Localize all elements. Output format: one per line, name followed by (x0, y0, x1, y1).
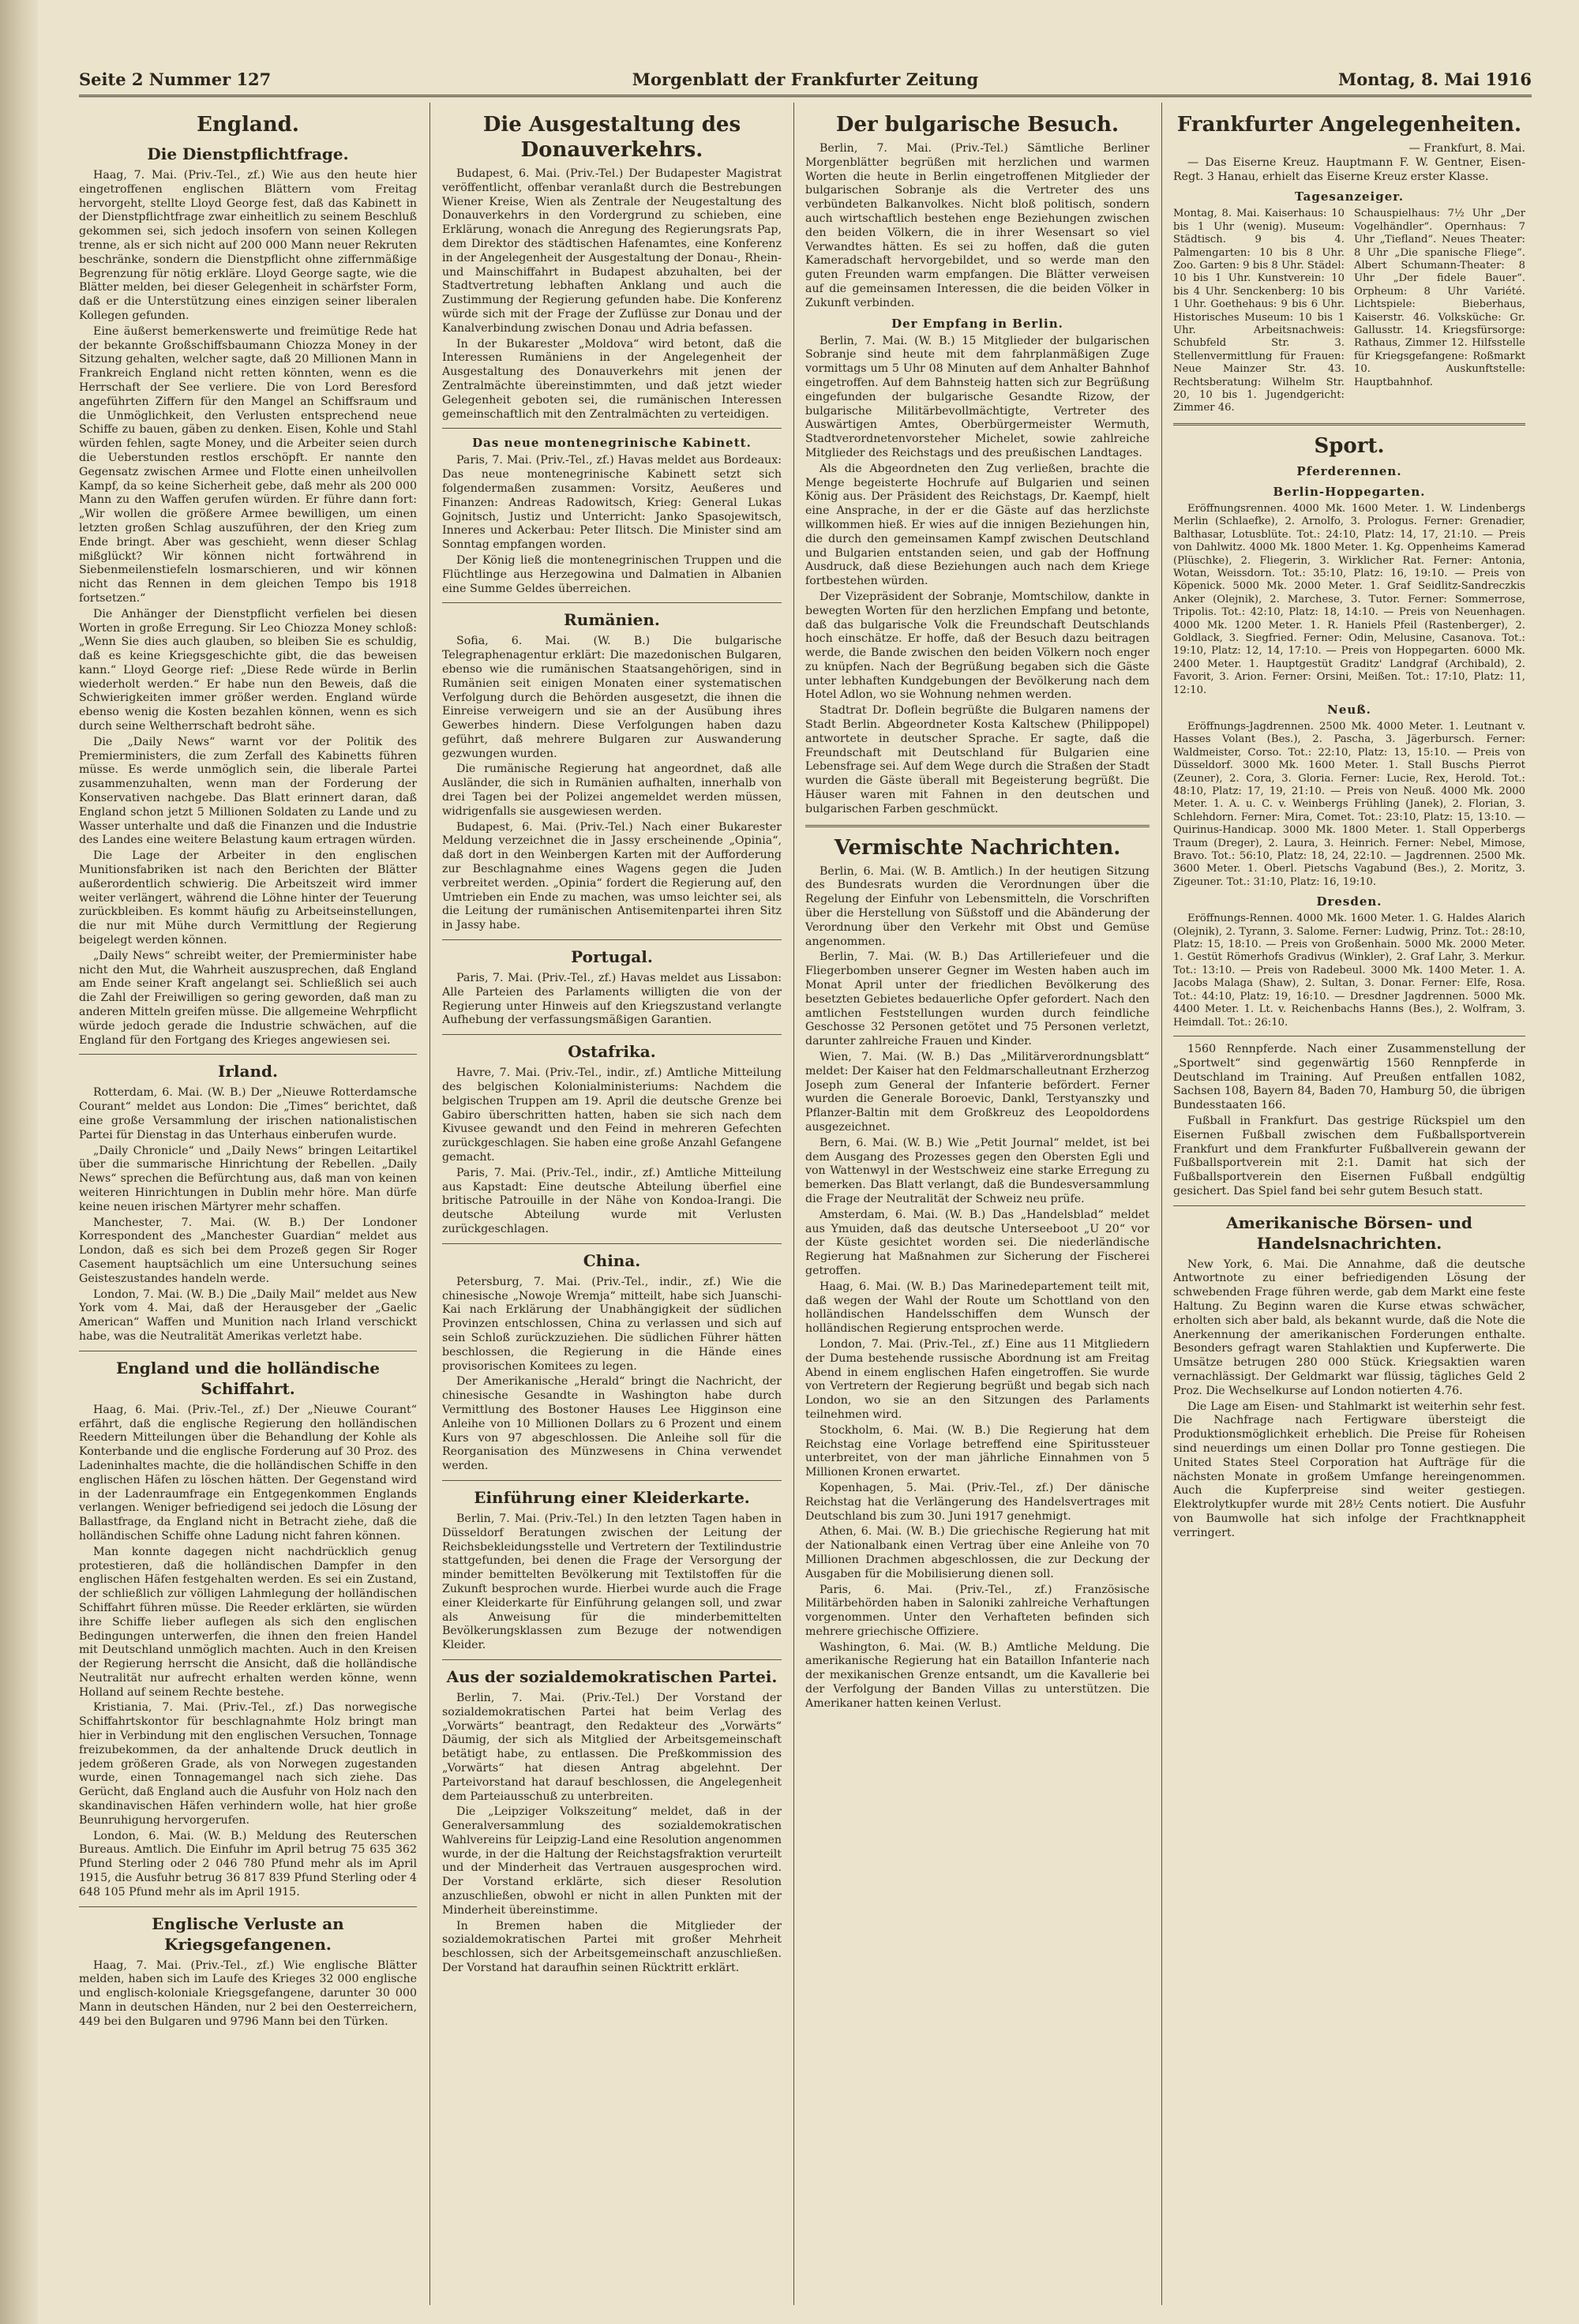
issue-date: Montag, 8. Mai 1916 (1338, 69, 1532, 89)
separator (442, 1659, 782, 1660)
article-paragraph: Paris, 6. Mai. (Priv.-Tel., zf.) Französische Militärbehörden haben in Saloniki zahlreiche Verhaftungen vorgenommen. Unter den Verhafteten befinden sich mehrere griechische Offiziere. (805, 1583, 1150, 1638)
article-heading: Einführung einer Kleiderkarte. (474, 1487, 750, 1507)
tagesanzeiger-listing (1173, 208, 1525, 415)
column-4 (1173, 104, 1525, 2322)
article-heading: Irland. (218, 1062, 278, 1081)
article-heading: Die Dienstpflichtfrage. (147, 144, 349, 163)
separator (442, 602, 782, 603)
article-heading: Rumänien. (564, 610, 660, 630)
article-paragraph: Paris, 7. Mai. (Priv.-Tel., zf.) Havas meldet aus Bordeaux: Das neue montenegrinische Kabinett setzt sich folgendermaßen zusammen: Vorsitz, Aeußeres und Finanzen: Andreas Radowitsch, Krieg: General Lukas Gojnitsch, Justiz und Unterricht: Janko Spasojewitsch, Inneres und Ackerbau: Peter Ilitsch. Die Minister sind am Sonntag empfangen worden. (442, 454, 782, 552)
article-paragraph: New York, 6. Mai. Die Annahme, daß die deutsche Antwortnote zu einer befriedigenden Lösung der schwebenden Frage führen werde, gab dem Markt eine feste Haltung. Zu Beginn waren die Kurse etwas schwächer, erholten sich aber bald, als bekannt wurde, daß die Note die Anerkennung der amerikanischen Forderungen enthalte. Besonders gefragt waren Stahlaktien und Kupferwerte. Die Umsätze betrugen 280 000 Stück. Kriegsaktien waren vernachlässigt. Der Geldmarkt war flüssig, tägliches Geld 2 Proz. Die Wechselkurse auf London notierten 4.76. (1173, 1258, 1525, 1397)
article-paragraph: Budapest, 6. Mai. (Priv.-Tel.) Nach einer Bukarester Meldung verzeichnet die in Jassy erscheinende „Opinia“, daß dort in den Weinbergen Karten mit der Aufforderung zur Beschlagnahme eines Wagens gegen die Juden verbreitet werden. „Opinia“ fordert die Regierung auf, den Umtrieben ein Ende zu machen, was umso leichter sei, als die Leitung der rumänischen Antisemitenpartei ihren Sitz in Jassy habe. (442, 820, 782, 932)
article-paragraph: Die „Daily News“ warnt vor der Politik des Premierministers, die zum Zerfall des Kabinetts führen müsse. Es werde unmöglich sein, die liberale Partei zusammenzuhalten, wenn man der Forderung der Konservativen nachgebe. Das Blatt erinnert daran, daß England schon jetzt 5 Millionen Soldaten zu Lande und zu Wasser unterhalte und daß die Finanzen und die Industrie des Landes eine weitere Belastung kaum ertragen würden. (79, 735, 417, 847)
section-heading-frankfurt: Frankfurter Angelegenheiten. (1176, 113, 1522, 137)
separator (805, 825, 1150, 827)
article-paragraph: Der Amerikanische „Herald“ bringt die Nachricht, der chinesische Gesandte in Washington habe durch Vermittlung des Bostoner Hauses Lee Higginson eine Anleihe von 10 Millionen Dollars zu 6 Prozent und einem Kurs von 97 abgeschlossen. Die Anleihe soll für die Reorganisation des Münzwesens in China verwendet werden. (442, 1375, 782, 1473)
column-rule (1161, 103, 1162, 2305)
article-heading: China. (583, 1250, 641, 1270)
article-paragraph: „Daily Chronicle“ und „Daily News“ bringen Leitartikel über die summarische Hinrichtung der Rebellen. „Daily News“ sprechen die Befürchtung aus, daß man von keinen weiteren Hinrichtungen in Dublin mehr höre. Man dürfe keine neuen irischen Märtyrer mehr schaffen. (79, 1144, 417, 1213)
separator (79, 1054, 417, 1055)
section-heading-donau: Die Ausgestaltung des Donauverkehrs. (482, 113, 741, 162)
article-subheading: Der Empfang in Berlin. (891, 316, 1063, 331)
article-heading: Aus der sozialdemokratischen Partei. (446, 1666, 778, 1686)
article-paragraph: Athen, 6. Mai. (W. B.) Die griechische Regierung hat mit der Nationalbank einen Vertrag über eine Anleihe von 70 Millionen Drachmen abgeschlossen, die zur Deckung der Ausgaben für die Mobilisierung dienen soll. (805, 1525, 1150, 1580)
article-subheading: Pferderennen. (1296, 463, 1402, 478)
article-subheading: Berlin-Hoppegarten. (1273, 484, 1426, 499)
section-heading-england: England. (197, 113, 299, 137)
article-paragraph: Der Vizepräsident der Sobranje, Momtschilow, dankte in bewegten Worten für den herzlichen Empfang und betonte, daß das bulgarische Volk die Freundschaft Deutschlands hoch einschätze. Er hoffe, daß der Besuch dazu beitragen werde, die Bande zwischen den beiden Völkern noch enger zu knüpfen. Nach der Begrüßung begaben sich die Gäste unter lebhaften Kundgebungen der Bevölkerung nach dem Hotel Adlon, wo sie Wohnung nehmen werden. (805, 590, 1150, 702)
article-paragraph: Berlin, 7. Mai. (Priv.-Tel.) Sämtliche Berliner Morgenblätter begrüßen mit herzlichen und warmen Worten die heute in Berlin eingetroffenen Mitglieder der bulgarischen Sobranje als die Vertreter des uns verbündeten Balkanvolkes. Nicht bloß politisch, sondern auch wirtschaftlich bestehen enge Beziehungen zwischen den beiden Völkern, die in ihrer Wesensart so viel Verwandtes hätten. Es sei zu hoffen, daß die guten Kameradschaft hervorgebildet, und so werde man den guten Freunden warm empfangen. Die Blätter verweisen auf die gemeinsamen Interessen, die die beiden Völker in Zukunft verbinden. (805, 142, 1150, 309)
article-paragraph: Rotterdam, 6. Mai. (W. B.) Der „Nieuwe Rotterdamsche Courant“ meldet aus London: Die „Times“ berichtet, daß eine große Versammlung der irischen nationalistischen Partei für Dienstag in das Unterhaus einberufen wurde. (79, 1086, 417, 1141)
article-paragraph: Paris, 7. Mai. (Priv.-Tel., zf.) Havas meldet aus Lissabon: Alle Parteien des Parlaments willigten die von der Regierung unter Hinweis auf den Kriegszustand verlangte Aufhebung der verfassungsmäßigen Garantien. (442, 972, 782, 1027)
masthead (79, 63, 1532, 97)
section-heading-bulgar: Der bulgarische Besuch. (835, 113, 1120, 137)
article-paragraph: Berlin, 6. Mai. (W. B. Amtlich.) In der heutigen Sitzung des Bundesrats wurden die Verordnungen über die Regelung der Einfuhr von Lebensmitteln, die Vorschriften über die Herstellung von Süßstoff und die Abänderung der Verordnung über den Verkehr mit Obst und Gemüse angenommen. (805, 864, 1150, 948)
article-paragraph: Budapest, 6. Mai. (Priv.-Tel.) Der Budapester Magistrat veröffentlicht, offenbar veranlaßt durch die Bestrebungen Wiener Kreise, Wien als Zentrale der Neugestaltung des Donauverkehrs in den Vordergrund zu schieben, eine Erklärung, wonach die Anregung des Regierungsrats Pap, dem Direktor des städtischen Hafenamtes, eine Konferenz in der Angelegenheit der Ausgestaltung der Donau-, Rhein- und Mainschiffahrt in Budapest abzuhalten, bei der Stadtvertretung lebhaften Anklang und auch die Zustimmung der Regierung gefunden habe. Die Konferenz würde sich mit der Frage der Zuflüsse zur Donau und der Kanalverbindung zwischen Donau und Adria befassen. (442, 167, 782, 335)
article-paragraph: Die Lage am Eisen- und Stahlmarkt ist weiterhin sehr fest. Die Nachfrage nach Fertigware übersteigt die Produktionsmöglichkeit erheblich. Die Preise für Roheisen sind neuerdings um einen Dollar pro Tonne gestiegen. Die United States Steel Corporation hat Aufträge für die nächsten Monate in großem Umfange hereingenommen. Auch die Kupferpreise sind weiter gestiegen. Elektrolytkupfer wurde mit 28½ Cents notiert. Die Ausfuhr von Baumwolle hat sich infolge der Frachtknappheit verringert. (1173, 1400, 1525, 1539)
separator (442, 939, 782, 940)
article-heading: Amerikanische Börsen- und Handelsnachrichten. (1226, 1213, 1472, 1253)
article-paragraph: Der König ließ die montenegrinischen Truppen und die Flüchtlinge aus Herzegowina und Dalmatien in Albanien eine Summe Geldes überreichen. (442, 553, 782, 595)
section-heading-sport: Sport. (1314, 433, 1385, 458)
article-heading: Portugal. (571, 947, 653, 967)
article-paragraph: Berlin, 7. Mai. (Priv.-Tel.) In den letzten Tagen haben in Düsseldorf Beratungen zwischen der Leitung der Reichsbekleidungsstelle und Vertretern der Textilindustrie stattgefunden, bei denen die Frage der Versorgung der minder bemittelten Bevölkerung mit Textilstoffen für die Zukunft besprochen wurde. Hierbei wurde auch die Frage einer Kleiderkarte für Einführung gelangen soll, und zwar als Anweisung für die minderbemittelten Bevölkerungsklassen zum Bezuge der notwendigen Kleider. (442, 1512, 782, 1652)
article-paragraph: Fußball in Frankfurt. Das gestrige Rückspiel um den Eisernen Fußball zwischen dem Fußballsportverein Frankfurt und dem Frankfurter Fußballverein gewann der Fußballsportverein mit 2:1. Damit hat sich der Fußballsportverein den Eisernen Fußball endgültig gesichert. Das Spiel fand bei sehr gutem Besuch statt. (1173, 1114, 1525, 1198)
article-subheading: Dresden. (1316, 894, 1382, 909)
column-2 (442, 104, 782, 2322)
article-paragraph: Haag, 7. Mai. (Priv.-Tel., zf.) Wie aus den heute hier eingetroffenen englischen Blättern vom Freitag hervorgeht, stellte Lloyd George fest, daß das Kabinett in der Dienstpflichtfrage zwar einheitlich zu seinem Beschluß gekommen sei, sich jedoch insofern von seinen Kollegen trenne, als er sich nicht auf 200 000 Mann neuer Rekruten beschränke, sondern die Dienstpflicht ohne ziffernmäßige Begrenzung für nötig erkläre. Lloyd George sagte, wie die Blätter melden, bei dieser Gelegenheit in schärfster Form, daß er die Unterstützung eines einzigen seiner liberalen Kollegen gefunden. (79, 169, 417, 322)
article-paragraph: Haag, 6. Mai. (W. B.) Das Marinedepartement teilt mit, daß wegen der Wahl der Route um Schottland von den holländischen Handelsschiffen dem Wunsch der holländischen Regierung entsprochen werde. (805, 1280, 1150, 1336)
article-paragraph: „Daily News“ schreibt weiter, der Premierminister habe nicht den Mut, die Wahrheit auszusprechen, daß England am Ende seiner Kraft angelangt sei. Schließlich sei auch die Zahl der Freiwilligen so gering geworden, daß man zu anderen Mitteln greifen müsse. Die allgemeine Wehrpflicht würde jedoch gerade die Industrie schwächen, auf die England für den Fortgang des Krieges angewiesen sei. (79, 949, 417, 1047)
article-heading: Das neue montenegrinische Kabinett. (472, 436, 752, 451)
article-paragraph: Die „Leipziger Volkszeitung“ meldet, daß in der Generalversammlung des sozialdemokratischen Wahlvereins für Leipzig-Land eine Resolution angenommen wurde, in der die Haltung der Reichstagsfraktion verurteilt und der Minderheit das Vertrauen ausgesprochen wird. Der Vorstand erklärte, sich dieser Resolution anzuschließen, obwohl er nicht in allen Punkten mit der Minderheit übereinstimme. (442, 1805, 782, 1917)
listing-left: Montag, 8. Mai. Kaiserhaus: 10 bis 1 Uhr (wenig). Museum: Städtisch. 9 bis 4. Palmengarten: 10 bis 8 Uhr. Zoo. Garten: 9 bis 8 Uhr. Städel: 10 bis 1 Uhr. Kunstverein: 10 bis 4 Uhr. Senckenberg: 10 bis 1 Uhr. Goethehaus: 9 bis 6 Uhr. Historisches Museum: 10 bis 1 Uhr. Arbeitsnachweis: Schubfeld Str. 3. Stellenvermittlung für Frauen: Neue Mainzer Str. 43. Rechtsberatung: Wilhelm Str. 20, 10 bis 1. Jugendgericht: Zimmer 46. (1173, 208, 1345, 414)
article-paragraph: Die Lage der Arbeiter in den englischen Munitionsfabriken ist nach den Berichten der Blätter außerordentlich schwierig. Die Arbeitszeit wird immer weiter verlängert, während die Löhne hinter der Teuerung zurückbleiben. Es kommt häufig zu Arbeitseinstellungen, die nur mit Mühe durch Vermittlung der Regierung beigelegt werden können. (79, 849, 417, 947)
article-paragraph: Berlin, 7. Mai. (Priv.-Tel.) Der Vorstand der sozialdemokratischen Partei hat beim Verlag des „Vorwärts“ beantragt, den Redakteur des „Vorwärts“ Däumig, der sich als Mitglied der Arbeitsgemeinschaft betätigt habe, zu entlassen. Die Preßkommission des „Vorwärts“ hat diesen Antrag abgelehnt. Der Parteivorstand hat darauf beschlossen, die Angelegenheit dem Parteiausschuß zu unterbreiten. (442, 1691, 782, 1803)
article-paragraph: Als die Abgeordneten den Zug verließen, brachte die Menge begeisterte Hochrufe auf Bulgarien und seinen König aus. Der Präsident des Reichstags, Dr. Kaempf, hielt eine Ansprache, in der er die Gäste auf das herzlichste willkommen hieß. Er wies auf die innigen Beziehungen hin, die durch den gemeinsamen Kampf zwischen Deutschland und Bulgarien entstanden seien, und gab der Hoffnung Ausdruck, daß diese Beziehungen auch nach dem Kriege fortbestehen würden. (805, 462, 1150, 588)
article-paragraph: Petersburg, 7. Mai. (Priv.-Tel., indir., zf.) Wie die chinesische „Nowoje Wremja“ mitteilt, habe sich Juanschi-Kai nach Erklärung der Unabhängigkeit der südlichen Provinzen entschlossen, China zu verlassen und sich auf sein Schloß zurückzuziehen. Die südlichen Führer hätten beschlossen, die Regierung in die Hände eines provisorischen Komitees zu legen. (442, 1275, 782, 1373)
article-paragraph: Die rumänische Regierung hat angeordnet, daß alle Ausländer, die sich in Rumänien aufhalten, innerhalb von drei Tagen bei der Polizei angemeldet werden müssen, widrigenfalls sie ausgewiesen werden. (442, 763, 782, 818)
article-paragraph: In Bremen haben die Mitglieder der sozialdemokratischen Partei mit großer Mehrheit beschlossen, sich der Arbeitsgemeinschaft anzuschließen. Der Vorstand hat daraufhin seinen Rücktritt erklärt. (442, 1919, 782, 1975)
article-paragraph: Berlin, 7. Mai. (W. B.) Das Artilleriefeuer und die Fliegerbomben unserer Gegner im Westen haben auch im Monat April unter der friedlichen Bevölkerung des besetzten Gebietes bedauerliche Opfer gefordert. Nach den amtlichen Feststellungen wurden durch feindliche Geschosse 32 Personen getötet und 75 Personen verletzt, darunter zahlreiche Frauen und Kinder. (805, 950, 1150, 1048)
page-number: Seite 2 Nummer 127 (79, 69, 272, 89)
article-paragraph: Eröffnungs-Rennen. 4000 Mk. 1600 Meter. 1. G. Haldes Alarich (Olejnik), 2. Tyrann, 3. Salome. Ferner: Ludwig, Prinz. Tot.: 28:10, Platz: 15, 18:10. — Preis von Großenhain. 5000 Mk. 2000 Meter. 1. Gestüt Römerhofs Gradivus (Winkler), 2. Graf Lahr, 3. Merkur. Tot.: 13:10. — Preis von Radebeul. 3000 Mk. 1400 Meter. 1. A. Jacobs Malaga (Shaw), 2. Sultan, 3. Donar. Ferner: Elfe, Rosa. Tot.: 44:10, Platz: 19, 16:10. — Dresdner Jagdrennen. 5000 Mk. 4400 Meter. 1. Lt. v. Reichenbachs Hanns (Bes.), 2. Wolfram, 3. Heimdall. Tot.: 26:10. (1173, 913, 1525, 1029)
article-paragraph: 1560 Rennpferde. Nach einer Zusammenstellung der „Sportwelt“ sind gegenwärtig 1560 Rennpferde in Deutschland im Training. Auf Preußen entfallen 1082, Sachsen 108, Bayern 84, Baden 70, Hamburg 50, die übrigen Bundesstaaten 166. (1173, 1042, 1525, 1112)
article-paragraph: In der Bukarester „Moldova“ wird betont, daß die Interessen Rumäniens in der Angelegenheit der Ausgestaltung des Donauverkehrs mit jenen der Zentralmächte übereinstimmten, und daß jetzt wieder Gelegenheit geboten sei, die rumänischen Interessen gemeinschaftlich mit den Zentralmächten zu verteidigen. (442, 337, 782, 421)
article-paragraph: Eröffnungs-Jagdrennen. 2500 Mk. 4000 Meter. 1. Leutnant v. Hasses Volant (Bes.), 2. Pascha, 3. Jägerbursch. Ferner: Waldmeister, Corso. Tot.: 22:10, Platz: 13, 15:10. — Preis von Düsseldorf. 3000 Mk. 1600 Meter. 1. Stall Buschs Pierrot (Zeuner), 2. Cora, 3. Gloria. Ferner: Lucie, Rex, Herold. Tot.: 48:10, Platz: 17, 19, 21:10. — Preis von Neuß. 4000 Mk. 2000 Meter. 1. A. u. C. v. Weinbergs Frühling (Janek), 2. Florian, 3. Schlehdorn. Ferner: Mira, Comet. Tot.: 23:10, Platz: 15, 13:10. — Quirinus-Handicap. 3000 Mk. 1800 Meter. 1. Stall Opperbergs Traum (Dreger), 2. Laura, 3. Heinrich. Ferner: Nebel, Mimose, Bravo. Tot.: 56:10, Platz: 18, 24, 22:10. — Jagdrennen. 2500 Mk. 3600 Meter. 1. Oberl. Pietschs Vagabund (Bes.), 2. Moritz, 3. Zigeuner. Tot.: 31:10, Platz: 16, 19:10. (1173, 720, 1525, 888)
article-heading: England und die holländische Schiffahrt. (116, 1358, 380, 1398)
article-paragraph: Sofia, 6. Mai. (W. B.) Die bulgarische Telegraphenagentur erklärt: Die mazedonischen Bulgaren, ebenso wie die rumänischen Staatsangehörigen, sind in Rumänien seit einigen Monaten einer systematischen Verfolgung durch die Behörden ausgesetzt, die ihnen die Einreise verweigern und sie an der Ausübung ihres Gewerbes hindern. Diese Verfolgungen haben dazu geführt, daß mehrere Bulgaren zur Auswanderung gezwungen wurden. (442, 635, 782, 760)
article-paragraph: — Das Eiserne Kreuz. Hauptmann F. W. Gentner, Eisen-Regt. 3 Hanau, erhielt das Eiserne Kreuz erster Klasse. (1173, 156, 1525, 183)
article-paragraph: Die Anhänger der Dienstpflicht verfielen bei diesen Worten in große Erregung. Sir Leo Chiozza Money schloß: „Wenn Sie dies auch glauben, so bleiben Sie es schuldig, daß es keine Kriegsgeschichte gibt, die das beweisen kann.“ Lloyd George rief: „Diese Rede würde in Berlin wiederholt werden.“ Er habe nun den Beweis, daß die Schwierigkeiten immer größer werden. England würde ebenso wenig die Kosten bezahlen können, wenn es sich durch seine Weltherrschaft bedroht sähe. (79, 607, 417, 733)
separator (442, 428, 782, 429)
newspaper-title: Morgenblatt der Frankfurter Zeitung (632, 69, 979, 89)
newspaper-page (38, 0, 1579, 2324)
column-1 (79, 104, 417, 2322)
column-rule (793, 103, 794, 2305)
article-heading: Ostafrika. (568, 1042, 656, 1062)
column-3 (805, 104, 1150, 2322)
separator (442, 1480, 782, 1481)
article-paragraph: Stockholm, 6. Mai. (W. B.) Die Regierung hat dem Reichstag eine Vorlage betreffend eine Spiritussteuer unterbreitet, von der man jährliche Einnahmen von 5 Millionen Kronen erwartet. (805, 1423, 1150, 1479)
article-paragraph: Kristiania, 7. Mai. (Priv.-Tel., zf.) Das norwegische Schiffahrtskontor für beschlagnahmte Holz bringt man hier in Verbindung mit den englischen Versuchen, Tonnage freizubekommen, da der anhaltende Druck deutlich in jedem größeren Grade, als von Norwegen zugestanden wurde, einen Tonnagemangel nach sich ziehe. Das Gerücht, daß England auch die Ausfuhr von Holz nach den skandinavischen Häfen verhindern wolle, hat hier große Beunruhigung hervorgerufen. (79, 1701, 417, 1827)
article-paragraph: Haag, 6. Mai. (Priv.-Tel., zf.) Der „Nieuwe Courant“ erfährt, daß die englische Regierung den holländischen Reedern Mitteilungen über die Behandlung der Kohle als Konterbande und die englische Forderung auf 30 Proz. des Ladeninhaltes machte, die die holländischen Schiffe in den englischen Häfen zu löschen hätten. Der Gegenstand wird in der Ladenraumfrage ein Entgegenkommen Englands verlangen. Weniger befriedigend sei jedoch die Lösung der Ballastfrage, da England nicht in Betracht ziehe, daß die holländischen Schiffe ohne Ladung nicht fahren können. (79, 1403, 417, 1542)
dateline: — Frankfurt, 8. Mai. (1408, 142, 1525, 155)
article-paragraph: Washington, 6. Mai. (W. B.) Amtliche Meldung. Die amerikanische Regierung hat ein Bataillon Infanterie nach der mexikanischen Grenze entsandt, um die Kavallerie bei der Verfolgung der Banden Villas zu unterstützen. Die Amerikaner hatten keinen Verlust. (805, 1640, 1150, 1710)
listing-right: Schauspielhaus: 7½ Uhr „Der Vogelhändler“. Opernhaus: 7 Uhr „Tiefland“. Neues Theater: 8 Uhr „Die spanische Fliege“. Albert Schumann-Theater: 8 Uhr „Der fidele Bauer“. Orpheum: 8 Uhr Variété. Lichtspiele: Bieberhaus, Kaiserstr. 46. Volksküche: Gr. Gallusstr. 14. Kriegsfürsorge: Rathaus, Zimmer 12. Hilfsstelle für Kriegsgefangene: Roßmarkt 10. Auskunftstelle: Hauptbahnhof. (1354, 208, 1525, 388)
column-rule (429, 103, 430, 2305)
article-paragraph: London, 7. Mai. (W. B.) Die „Daily Mail“ meldet aus New York vom 4. Mai, daß der Herausgeber der „Gaelic American“ Waffen und Munition nach Irland verschickt habe, was die Neutralität Amerikas verletzt habe. (79, 1288, 417, 1343)
article-paragraph: Haag, 7. Mai. (Priv.-Tel., zf.) Wie englische Blätter melden, haben sich im Laufe des Krieges 32 000 englische und englisch-koloniale Kriegsgefangene, darunter 30 000 Mann in deutschen Händen, nur 2 bei den Oesterreichern, 449 bei den Bulgaren und 9796 Mann bei den Türken. (79, 1959, 417, 2028)
article-paragraph: Manchester, 7. Mai. (W. B.) Der Londoner Korrespondent des „Manchester Guardian“ meldet aus London, daß es sich bei dem Prozeß gegen Sir Roger Casement hauptsächlich um eine Untersuchung seines Geisteszustandes handeln werde. (79, 1216, 417, 1285)
article-paragraph: Eine äußerst bemerkenswerte und freimütige Rede hat der bekannte Großschiffsbaumann Chiozza Money in der Sitzung gehalten, welcher sagte, daß 20 Millionen Mann in Frankreich England nicht retten könnten, wenn es die Herrschaft der See verliere. Die von Lord Beresford angeführten Ziffern für den Mangel an Schiffsraum und die Unmöglichkeit, den Verlusten entsprechend neue Schiffe zu bauen, gäben zu denken. Eisen, Kohle und Stahl würden fehlen, sagte Money, und die Arbeiter seien durch die Ueberstunden restlos erschöpft. Er nannte den Gegensatz zwischen Armee und Flotte einen unheilvollen Kampf, da so keine Sicherheit gebe, daß mehr als 200 000 Mann zu den Waffen gerufen würden. Er führe dann fort: „Wir wollen die größere Armee bewilligen, um einen letzten großen Schlag auszuführen, der den Krieg zum Ende bringt. Aber was geschieht, wenn dieser Schlag mißglückt? Wir können nicht fortwährend in Siebenmeilenstiefeln losmarschieren, und wir können nicht das Rennen in dem gleichen Tempo bis 1918 fortsetzen.“ (79, 324, 417, 605)
section-heading-vermischt: Vermischte Nachrichten. (834, 835, 1121, 860)
book-binding (0, 0, 38, 2324)
article-paragraph: Eröffnungsrennen. 4000 Mk. 1600 Meter. 1. W. Lindenbergs Merlin (Schlaefke), 2. Arnolfo, 3. Prologus. Ferner: Grenadier, Balthasar, Lotusblüte. Tot.: 24:10, Platz: 14, 17, 21:10. — Preis von Dahlwitz. 4000 Mk. 1800 Meter. 1. Kg. Oppenheims Kamerad (Plüschke), 2. Fliegerin, 3. Wirklicher Rat. Ferner: Antonia, Wotan, Weissdorn. Tot.: 35:10, Platz: 16, 19:10. — Preis von Köpenick. 5000 Mk. 2000 Meter. 1. Graf Seidlitz-Sandreczkis Anker (Olejnik), 2. Marchese, 3. Tutor. Ferner: Sommerrose, Tripolis. Tot.: 42:10, Platz: 18, 14:10. — Preis von Neuenhagen. 4000 Mk. 1200 Meter. 1. R. Haniels Pfeil (Rastenberger), 2. Goldlack, 3. Siegfried. Ferner: Odin, Melusine, Casanova. Tot.: 19:10, Platz: 12, 14, 17:10. — Preis von Hoppegarten. 6000 Mk. 2400 Meter. 1. Hauptgestüt Graditz' Landgraf (Archibald), 2. Favorit, 3. Arion. Ferner: Orsini, Meißen. Tot.: 17:10, Platz: 11, 12:10. (1173, 502, 1525, 696)
separator (1173, 1205, 1525, 1206)
article-paragraph: Amsterdam, 6. Mai. (W. B.) Das „Handelsblad“ meldet aus Ymuiden, daß das deutsche Unterseeboot „U 20“ vor der Küste gesichtet worden sei. Die niederländische Regierung hat Maßnahmen zur Sicherung der Fischerei getroffen. (805, 1208, 1150, 1277)
article-paragraph: Man konnte dagegen nicht nachdrücklich genug protestieren, daß die holländischen Dampfer in den englischen Häfen festgehalten werden. Es sei ein Zustand, der schließlich zur völligen Lahmlegung der holländischen Schiffahrt führen müsse. Die Reeder erklärten, sie würden ihre Schiffe lieber auflegen als sich den englischen Bedingungen unterwerfen, die ihnen den freien Handel mit Deutschland unmöglich machten. Auch in den Kreisen der Regierung herrscht die Ansicht, daß die holländische Neutralität nur aufrecht erhalten werden könne, wenn Holland auf seinem Rechte bestehe. (79, 1545, 417, 1699)
separator (442, 1243, 782, 1244)
article-paragraph: Paris, 7. Mai. (Priv.-Tel., indir., zf.) Amtliche Mitteilung aus Kapstadt: Eine deutsche Abteilung überfiel eine britische Patrouille in der Nähe von Kondoa-Irangi. Die deutsche Abteilung wurde mit Verlusten zurückgeschlagen. (442, 1166, 782, 1235)
article-paragraph: Wien, 7. Mai. (W. B.) Das „Militärverordnungsblatt“ meldet: Der Kaiser hat den Feldmarschalleutnant Erzherzog Joseph zum General der Infanterie befördert. Ferner wurden die Generale Boroevic, Dankl, Terstyanszky und Pflanzer-Baltin mit dem Großkreuz des Leopoldordens ausgezeichnet. (805, 1051, 1150, 1134)
article-paragraph: London, 6. Mai. (W. B.) Meldung des Reuterschen Bureaus. Amtlich. Die Einfuhr im April betrug 75 635 362 Pfund Sterling oder 2 046 780 Pfund mehr als im April 1915, die Ausfuhr betrug 36 817 839 Pfund Sterling oder 4 648 105 Pfund mehr als im April 1915. (79, 1829, 417, 1899)
article-paragraph: Kopenhagen, 5. Mai. (Priv.-Tel., zf.) Der dänische Reichstag hat die Verlängerung des Handelsvertrages mit Deutschland bis zum 30. Juni 1917 genehmigt. (805, 1481, 1150, 1523)
separator (442, 1034, 782, 1035)
article-subheading: Tagesanzeiger. (1294, 189, 1405, 204)
article-paragraph: London, 7. Mai. (Priv.-Tel., zf.) Eine aus 11 Mitgliedern der Duma bestehende russische Abordnung ist am Freitag Abend in einem englischen Hafen eingetroffen. Sie wurde von Vertretern der Regierung begrüßt und begab sich nach London, wo sie an den Sitzungen des Parlaments teilnehmen wird. (805, 1337, 1150, 1421)
article-paragraph: Stadtrat Dr. Doflein begrüßte die Bulgaren namens der Stadt Berlin. Abgeordneter Kosta Kaltschew (Philippopel) antwortete in deutscher Sprache. Er sagte, daß die Freundschaft mit Deutschland für Bulgarien eine Lebensfrage sei. Auf dem Wege durch die Straßen der Stadt wurden die Gäste überall mit Begeisterung begrüßt. Die Häuser waren mit Fahnen in den deutschen und bulgarischen Farben geschmückt. (805, 704, 1150, 815)
article-subheading: Neuß. (1327, 702, 1371, 717)
article-paragraph: Bern, 6. Mai. (W. B.) Wie „Petit Journal“ meldet, ist bei dem Ausgang des Prozesses gegen den Obersten Egli und von Wattenwyl in der Westschweiz eine starke Erregung zu bemerken. Das Blatt verlangt, daß die Bundesversammlung die Frage der Neutralität der Schweiz neu prüfe. (805, 1136, 1150, 1205)
article-heading: Englische Verluste an Kriegsgefangenen. (152, 1914, 344, 1954)
separator (79, 1906, 417, 1907)
article-paragraph: Berlin, 7. Mai. (W. B.) 15 Mitglieder der bulgarischen Sobranje sind heute mit dem fahrplanmäßigen Zuge vormittags um 5 Uhr 08 Minuten auf dem Anhalter Bahnhof eingetroffen. Auf dem Bahnsteig hatten sich zur Begrüßung eingefunden der bulgarische Gesandte Rizow, der bulgarische Militärbevollmächtigte, Vertreter des Auswärtigen Amtes, Oberbürgermeister Wermuth, Stadtverordnetenvorsteher Michelet, sowie zahlreiche Mitglieder des Reichstags und des preußischen Landtages. (805, 334, 1150, 459)
article-paragraph: Havre, 7. Mai. (Priv.-Tel., indir., zf.) Amtliche Mitteilung des belgischen Kolonialministeriums: Nachdem die belgischen Truppen am 19. April die deutsche Grenze bei Gabiro überschritten hatten, haben sie sich nach dem Kivusee gewandt und den Feind in mehreren Gefechten zurückgeschlagen. Sie haben eine große Anzahl Gefangene gemacht. (442, 1066, 782, 1164)
separator (1173, 423, 1525, 425)
